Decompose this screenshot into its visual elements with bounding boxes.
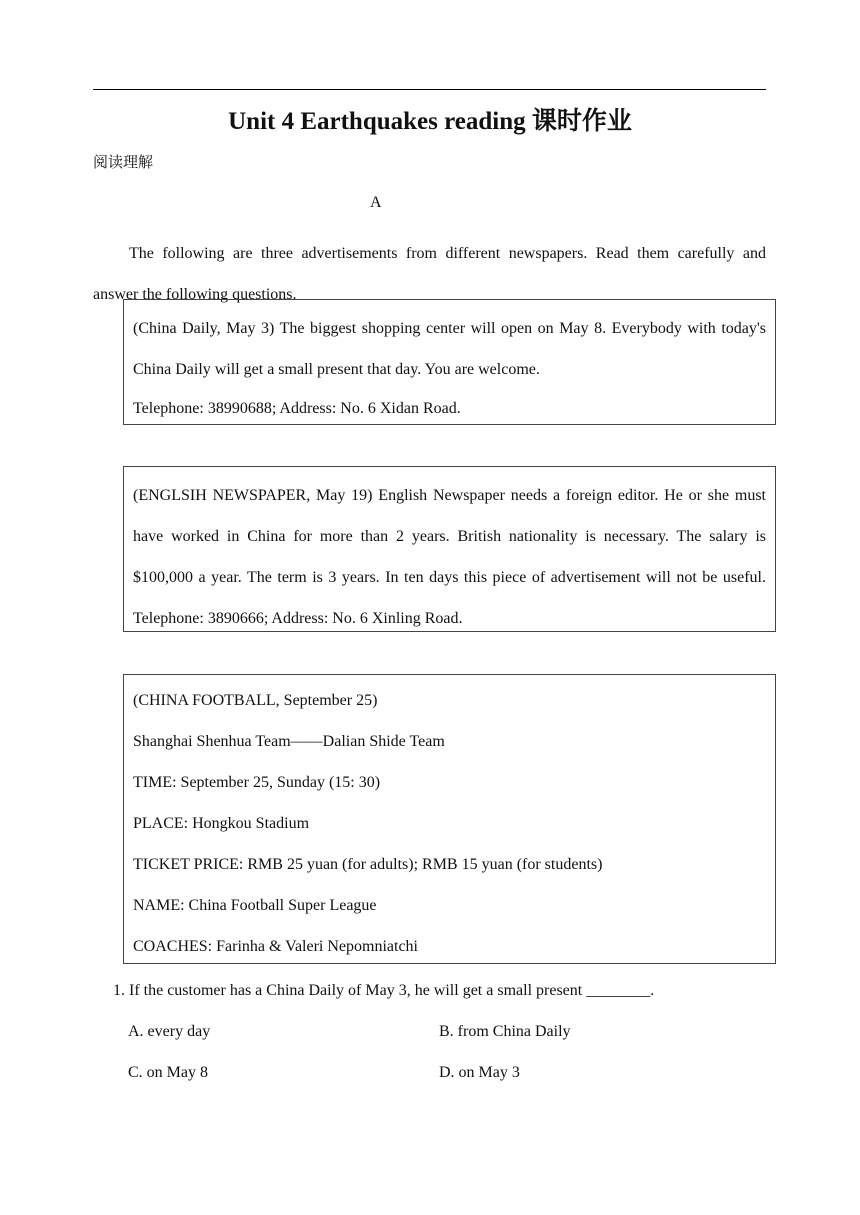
question-stem: 1. If the customer has a China Daily of May 3, he will get a small present ________. — [113, 982, 655, 999]
page-title: Unit 4 Earthquakes reading 课时作业 — [228, 108, 632, 135]
ad3-line: Shanghai Shenhua Team——Dalian Shide Team — [133, 733, 445, 750]
part-letter: A — [370, 194, 382, 211]
option-d: D. on May 3 — [439, 1064, 520, 1081]
advertisement-1 — [123, 299, 776, 425]
section-label: 阅读理解 — [93, 153, 154, 171]
ad3-line: (CHINA FOOTBALL, September 25) — [133, 692, 378, 709]
option-c: C. on May 8 — [128, 1064, 208, 1081]
ad2-body: (ENGLSIH NEWSPAPER, May 19) English Newspaper needs a foreign editor. He or she must have worked in China for more than 2 years. British nationality is necessary. The salary is $100,000 a year. The term is 3 years. In ten days this piece of advertisement will not be useful. Telephone: 3890666; Address: No. 6 Xinling Road. — [133, 487, 766, 627]
ad3-line: COACHES: Farinha & Valeri Nepomniatchi — [133, 938, 418, 955]
ad3-line: TICKET PRICE: RMB 25 yuan (for adults); RMB 15 yuan (for students) — [133, 856, 603, 873]
ad3-line: NAME: China Football Super League — [133, 897, 377, 914]
advertisement-3 — [123, 674, 776, 964]
ad3-line: PLACE: Hongkou Stadium — [133, 815, 310, 832]
advertisement-2 — [123, 466, 776, 632]
ad1-body: (China Daily, May 3) The biggest shopping center will open on May 8. Everybody with today's China Daily will get a small present that day. You are welcome. — [133, 320, 766, 378]
ad3-line: TIME: September 25, Sunday (15: 30) — [133, 774, 381, 791]
header-rule — [93, 89, 766, 90]
option-a: A. every day — [128, 1023, 211, 1040]
ad1-contact: Telephone: 38990688; Address: No. 6 Xidan Road. — [133, 400, 461, 417]
option-b: B. from China Daily — [439, 1023, 571, 1040]
intro-paragraph: The following are three advertisements from different newspapers. Read them carefully and answer the following questions. — [93, 245, 766, 303]
